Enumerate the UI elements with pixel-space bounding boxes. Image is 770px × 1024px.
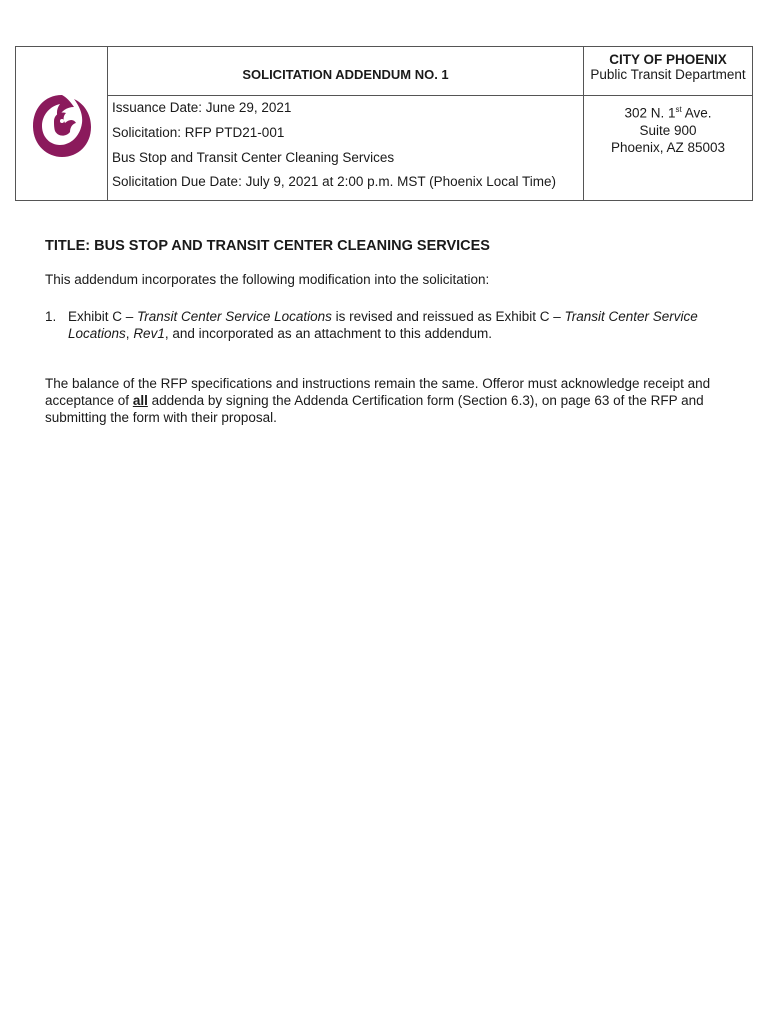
department-name: Public Transit Department — [590, 67, 746, 82]
header-table — [15, 46, 753, 201]
address-street: 302 N. 1st Ave. — [624, 105, 712, 121]
addendum-title: SOLICITATION ADDENDUM NO. 1 — [108, 47, 584, 96]
address-city: Phoenix, AZ 85003 — [610, 139, 726, 155]
item-text: Exhibit C – Transit Center Service Locations is revised and reissued as Exhibit C – Transit Center Service Locations, Rev1, and incorporated as an attachment to this addendum. — [68, 309, 698, 341]
address-block — [584, 96, 752, 200]
list-item — [45, 308, 735, 342]
intro-text: This addendum incorporates the following modification into the solicitation: — [45, 272, 490, 287]
issuance-date: Issuance Date: June 29, 2021 — [112, 100, 292, 115]
address-suite: Suite 900 — [639, 122, 697, 138]
item-number: 1. — [45, 309, 57, 324]
city-name: CITY OF PHOENIX — [609, 52, 727, 67]
emphasis-all: all — [132, 393, 148, 408]
solicitation-details — [108, 96, 584, 200]
logo-cell — [16, 47, 108, 200]
service-name: Bus Stop and Transit Center Cleaning Services — [112, 150, 395, 165]
document-title: TITLE: BUS STOP AND TRANSIT CENTER CLEANING SERVICES — [45, 238, 490, 254]
solicitation-number: Solicitation: RFP PTD21-001 — [112, 125, 285, 140]
closing-paragraph: The balance of the RFP specifications and instructions remain the same. Offeror must acknowledge receipt and acceptance of all addenda by signing the Addenda Certification form (Section 6.3), on page 63 of the RFP and submitting the form with their proposal. — [45, 376, 711, 425]
phoenix-bird-logo-icon — [30, 91, 94, 161]
due-date: Solicitation Due Date: July 9, 2021 at 2:00 p.m. MST (Phoenix Local Time) — [112, 174, 556, 189]
city-cell — [584, 47, 752, 96]
